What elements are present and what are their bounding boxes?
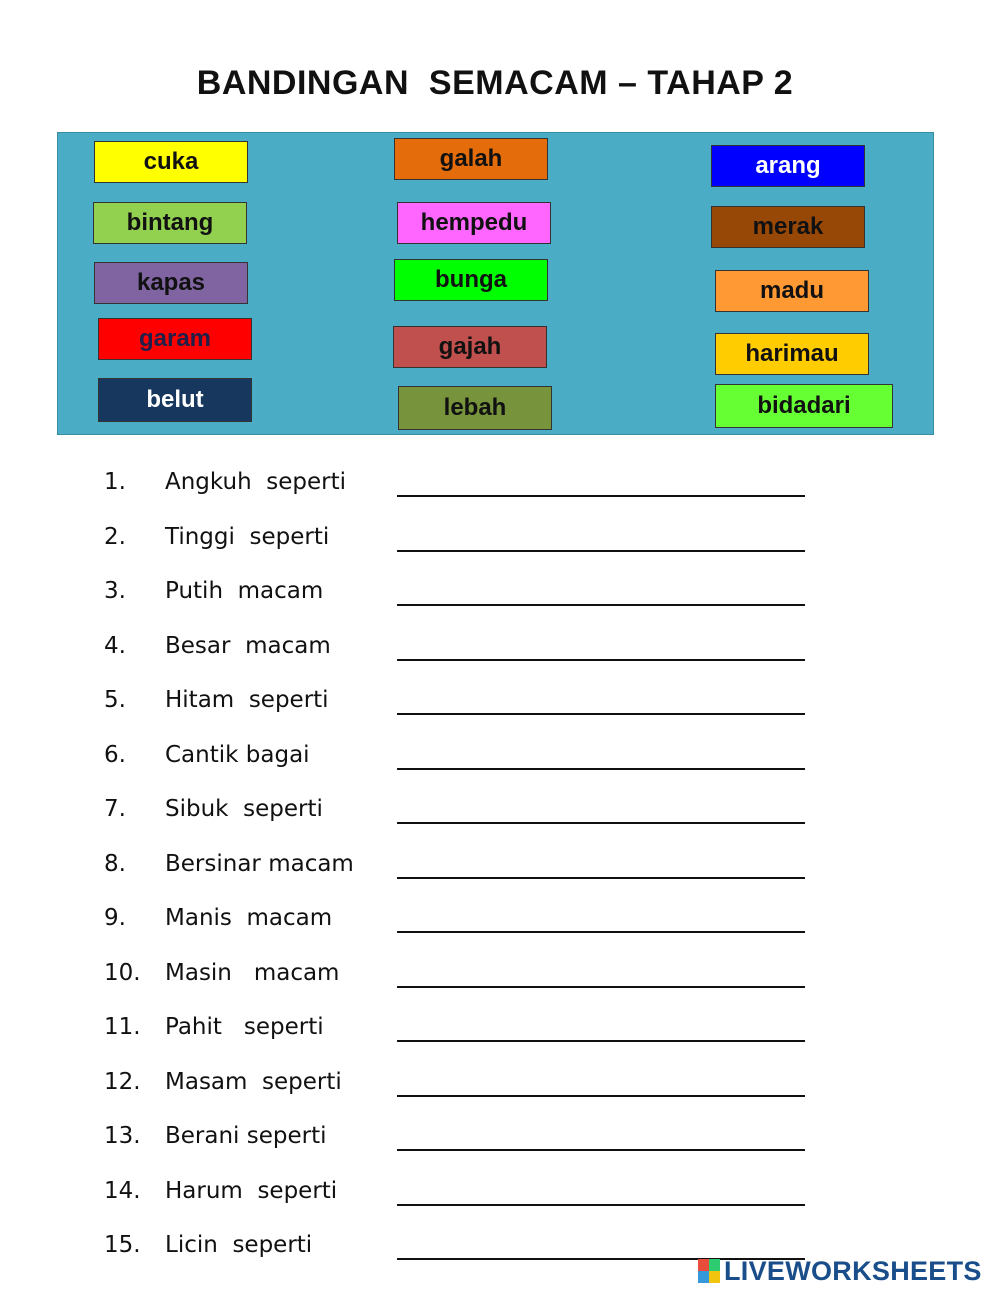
question-number: 9. [104,905,126,931]
question-number: 5. [104,687,126,713]
answer-input-12[interactable] [397,1065,805,1097]
word-chip-gajah[interactable]: gajah [393,326,547,368]
answer-input-5[interactable] [397,683,805,715]
question-number: 14. [104,1177,141,1204]
question-number: 7. [104,796,126,822]
question-text: Manis macam [165,905,333,931]
page-title: BANDINGAN SEMACAM – TAHAP 2 [196,64,794,102]
answer-input-11[interactable] [397,1010,805,1042]
answer-input-1[interactable] [397,465,805,497]
question-row [0,1172,900,1212]
question-text: Bersinar macam [165,850,354,877]
question-row [0,627,900,667]
question-number: 1. [104,469,126,495]
answer-input-3[interactable] [397,574,805,606]
question-text: Masin macam [165,959,340,986]
word-chip-arang[interactable]: arang [711,145,865,187]
question-number: 8. [104,850,126,877]
word-chip-harimau[interactable]: harimau [715,333,869,375]
question-number: 13. [104,1123,141,1149]
question-text: Harum seperti [165,1177,338,1204]
word-chip-galah[interactable]: galah [394,138,548,180]
answer-input-4[interactable] [397,629,805,661]
question-text: Berani seperti [165,1123,327,1149]
question-number: 12. [104,1068,141,1095]
question-row [0,572,900,612]
word-chip-garam[interactable]: garam [98,318,252,360]
question-number: 4. [104,632,126,659]
question-row [0,518,900,558]
question-row [0,1063,900,1103]
question-text: Angkuh seperti [165,469,347,495]
question-number: 11. [104,1014,141,1040]
word-chip-madu[interactable]: madu [715,270,869,312]
question-text: Hitam seperti [165,687,329,713]
answer-input-2[interactable] [397,520,805,552]
answer-input-13[interactable] [397,1119,805,1151]
question-number: 3. [104,578,126,604]
logo-text: LIVEWORKSHEETS [724,1255,982,1286]
word-bank [57,132,934,435]
liveworksheets-logo-icon [698,1259,720,1283]
word-chip-bunga[interactable]: bunga [394,259,548,301]
question-text: Masam seperti [165,1068,342,1095]
answer-input-8[interactable] [397,847,805,879]
question-text: Besar macam [165,632,331,659]
question-row [0,790,900,830]
word-chip-bidadari[interactable]: bidadari [715,384,893,428]
question-text: Cantik bagai [165,741,310,768]
answer-input-6[interactable] [397,738,805,770]
question-row [0,1117,900,1157]
question-text: Pahit seperti [165,1014,324,1040]
question-number: 15. [104,1232,141,1258]
word-chip-belut[interactable]: belut [98,378,252,422]
question-text: Putih macam [165,578,324,604]
question-number: 2. [104,523,126,550]
answer-input-10[interactable] [397,956,805,988]
word-chip-lebah[interactable]: lebah [398,386,552,430]
liveworksheets-logo [698,1256,982,1286]
question-row [0,954,900,994]
question-text: Sibuk seperti [165,796,323,822]
question-text: Licin seperti [165,1232,313,1258]
answer-input-7[interactable] [397,792,805,824]
question-row [0,736,900,776]
answer-input-14[interactable] [397,1174,805,1206]
word-chip-hempedu[interactable]: hempedu [397,202,551,244]
question-row [0,463,900,503]
question-row [0,845,900,885]
answer-input-9[interactable] [397,901,805,933]
word-chip-bintang[interactable]: bintang [93,202,247,244]
question-row [0,681,900,721]
word-chip-merak[interactable]: merak [711,206,865,248]
question-row [0,1008,900,1048]
question-text: Tinggi seperti [165,523,330,550]
question-number: 6. [104,741,126,768]
word-chip-kapas[interactable]: kapas [94,262,248,304]
question-row [0,899,900,939]
question-number: 10. [104,959,141,986]
word-chip-cuka[interactable]: cuka [94,141,248,183]
